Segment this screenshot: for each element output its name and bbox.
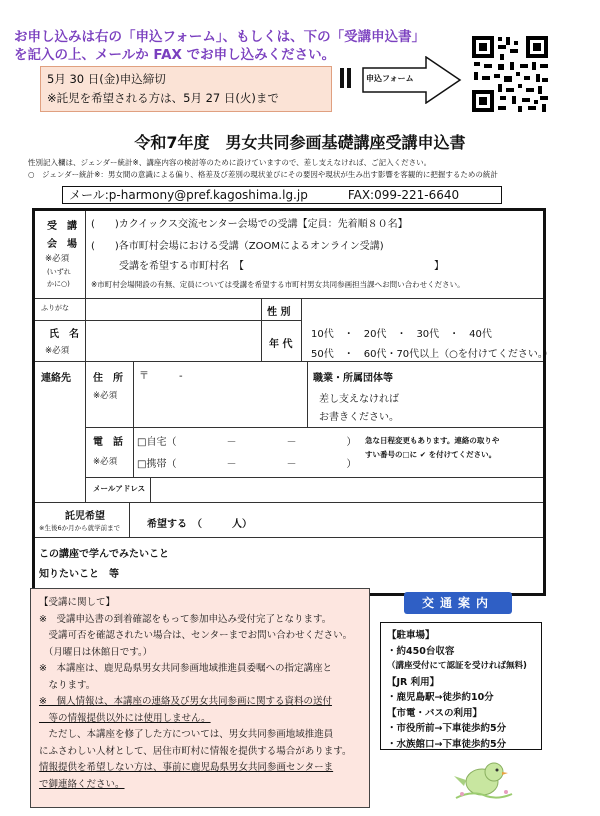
postal-code-field[interactable]: 〒 - — [139, 371, 183, 382]
age-label: 年 代 — [269, 339, 293, 350]
childcare-label: 託児希望 — [65, 511, 105, 522]
participation-info — [30, 588, 370, 808]
col-divider — [261, 298, 262, 361]
qr-code-icon[interactable] — [470, 34, 550, 114]
email-input[interactable] — [153, 479, 543, 501]
row-divider — [35, 502, 543, 503]
access-line: ・鹿児島駅→徒歩約10分 — [387, 692, 494, 703]
info-line: ※ 個人情報は、本講座の連絡及び男女共同参画に関する資料の送付 — [39, 696, 332, 707]
venue-required: ※必須 — [45, 254, 70, 264]
form-link-arrow[interactable] — [362, 56, 462, 104]
access-line: 【JR 利用】 — [387, 676, 440, 688]
info-line: ※ 本講座は、鹿児島県男女共同参画地域推進員委嘱への指定講座と — [39, 663, 332, 674]
access-line: 【市電・バスの利用】 — [387, 707, 483, 719]
venue-option-municipal[interactable]: ( )各市町村会場における受講（ZOOMによるオンライン受講) — [91, 241, 384, 252]
venue-note: (いずれ — [47, 268, 71, 276]
note-line-2: ○ ジェンダー統計※：男女間の意識による偏り、格差及び差別の現状並びにその要因や現状が生み出す影響を客観的に把握するための統計 — [28, 170, 498, 179]
deadline-text: 5月 30 日(金)申込締切 — [47, 72, 166, 86]
furigana-label: ふりがな — [41, 304, 69, 312]
info-line: なります。 — [39, 679, 96, 691]
age-options-1[interactable]: 10代 ・ 20代 ・ 30代 ・ 40代 — [311, 329, 492, 340]
access-line: （講座受付にて認証を受ければ無料) — [387, 661, 527, 671]
access-title: 交通案内 — [404, 592, 512, 614]
address-required: ※必須 — [93, 391, 118, 401]
row-divider — [85, 477, 543, 478]
learn-label-1: この講座で学んでみたいこと — [39, 549, 169, 560]
venue-note-2: かに○) — [47, 280, 70, 288]
childcare-request-field[interactable]: 希望する （ 人） — [147, 519, 252, 530]
address-label: 住 所 — [93, 373, 123, 384]
access-line: ・約450台収容 — [387, 645, 455, 657]
phone-label: 電 話 — [93, 437, 123, 448]
venue-option-center[interactable]: ( )カクイックス交流センター会場での受講【定員：先着順８０名】 — [91, 219, 408, 230]
col-divider — [85, 298, 86, 502]
info-line: ただし、本講座を修了した方については、男女共同参画地域推進員 — [39, 729, 334, 740]
application-form — [32, 208, 553, 596]
occupation-label: 職業・所属団体等 — [313, 373, 393, 384]
deadline-box — [40, 66, 332, 112]
row-divider — [35, 361, 543, 362]
contact-label: 連絡先 — [41, 373, 71, 384]
address-input[interactable] — [135, 381, 305, 425]
form-link-label: 申込フォーム — [366, 74, 414, 83]
venue-label-1: 受 講 — [47, 221, 77, 232]
email-label: メールアドレス — [93, 484, 146, 493]
name-input[interactable] — [87, 321, 259, 359]
phone-home-field[interactable]: □自宅（ － － ） — [137, 437, 357, 448]
page-title: 令和7年度 男女共同参画基礎講座受講申込書 — [134, 133, 466, 152]
childcare-note: ※生後6か月から就学前まで — [39, 524, 121, 532]
bars-decoration — [340, 68, 362, 88]
phone-required: ※必須 — [93, 457, 118, 467]
contact-fax: FAX:099-221-6640 — [347, 188, 460, 202]
col-divider — [307, 361, 308, 427]
info-line: （月曜日は休館日です。） — [39, 646, 153, 658]
occupation-note-1: 差し支えなければ — [319, 394, 399, 405]
contact-info — [62, 186, 502, 204]
info-line: 受講可否を確認されたい場合は、センターまでお問い合わせください。 — [39, 630, 353, 641]
gender-notes — [28, 157, 568, 181]
access-line: ・水族館口→下車徒歩約5分 — [387, 738, 507, 750]
name-required: ※必須 — [45, 346, 70, 356]
phone-note-2: すい番号の□に ✔ を付けてください。 — [365, 450, 497, 459]
row-divider — [35, 537, 543, 538]
col-divider — [129, 502, 130, 537]
col-divider — [150, 477, 151, 502]
info-line: にふさわしい人材として、居住市町村に情報を提供する場合があります。 — [39, 745, 352, 757]
contact-email[interactable]: メール:p-harmony@pref.kagoshima.lg.jp — [69, 188, 308, 202]
phone-note-1: 急な日程変更もあります。連絡の取りや — [365, 436, 500, 445]
gender-label: 性 別 — [267, 307, 291, 318]
info-line: ※ 受講申込書の到着確認をもって参加申込み受付完了となります。 — [39, 613, 332, 625]
gender-input[interactable] — [303, 299, 543, 319]
info-line: 【受講に関して】 — [39, 597, 116, 608]
col-divider — [133, 361, 134, 477]
learn-input[interactable] — [205, 539, 543, 591]
access-line: 【駐車場】 — [387, 630, 435, 641]
venue-label-2: 会 場 — [47, 239, 77, 250]
info-line: で御連絡ください。 — [39, 778, 125, 790]
learn-label-2: 知りたいこと 等 — [39, 569, 119, 580]
venue-footnote: ※市町村会場開設の有無、定員については受講を希望する市町村男女共同参画担当課へお問い合わせください。 — [91, 280, 465, 289]
access-line: ・市役所前→下車徒歩約5分 — [387, 723, 507, 734]
col-divider — [85, 211, 86, 298]
furigana-input[interactable] — [87, 299, 259, 319]
header-line-2: を記入の上、メールか FAX でお申し込みください。 — [14, 47, 336, 63]
header-line-1: お申し込みは右の「申込フォーム」、もしくは、下の「受講申込書」 — [14, 29, 426, 45]
age-options-2[interactable]: 50代 ・ 60代・70代以上（○を付けてください。） — [311, 349, 553, 360]
occupation-note-2: お書きください。 — [319, 412, 399, 423]
bird-mascot-icon — [452, 754, 516, 804]
access-info — [380, 622, 542, 750]
venue-city-field[interactable]: 受講を希望する市町村名 【 】 — [119, 261, 444, 272]
childcare-deadline-text: ※託児を希望される方は、5月 27 日(火)まで — [47, 91, 279, 105]
info-line: 等の情報提供以外には使用しません。 — [39, 712, 211, 724]
note-line-1: 性別記入欄は、ジェンダー統計※、講座内容の検討等のために設けていますので、差し支えなければ、ご記入ください。 — [28, 158, 432, 167]
phone-mobile-field[interactable]: □携帯（ － － ） — [137, 459, 357, 470]
info-line: 情報提供を希望しない方は、事前に鹿児島県男女共同参画センターま — [39, 762, 334, 773]
row-divider — [85, 427, 543, 428]
name-label: 氏 名 — [49, 329, 79, 340]
col-divider — [301, 298, 302, 361]
